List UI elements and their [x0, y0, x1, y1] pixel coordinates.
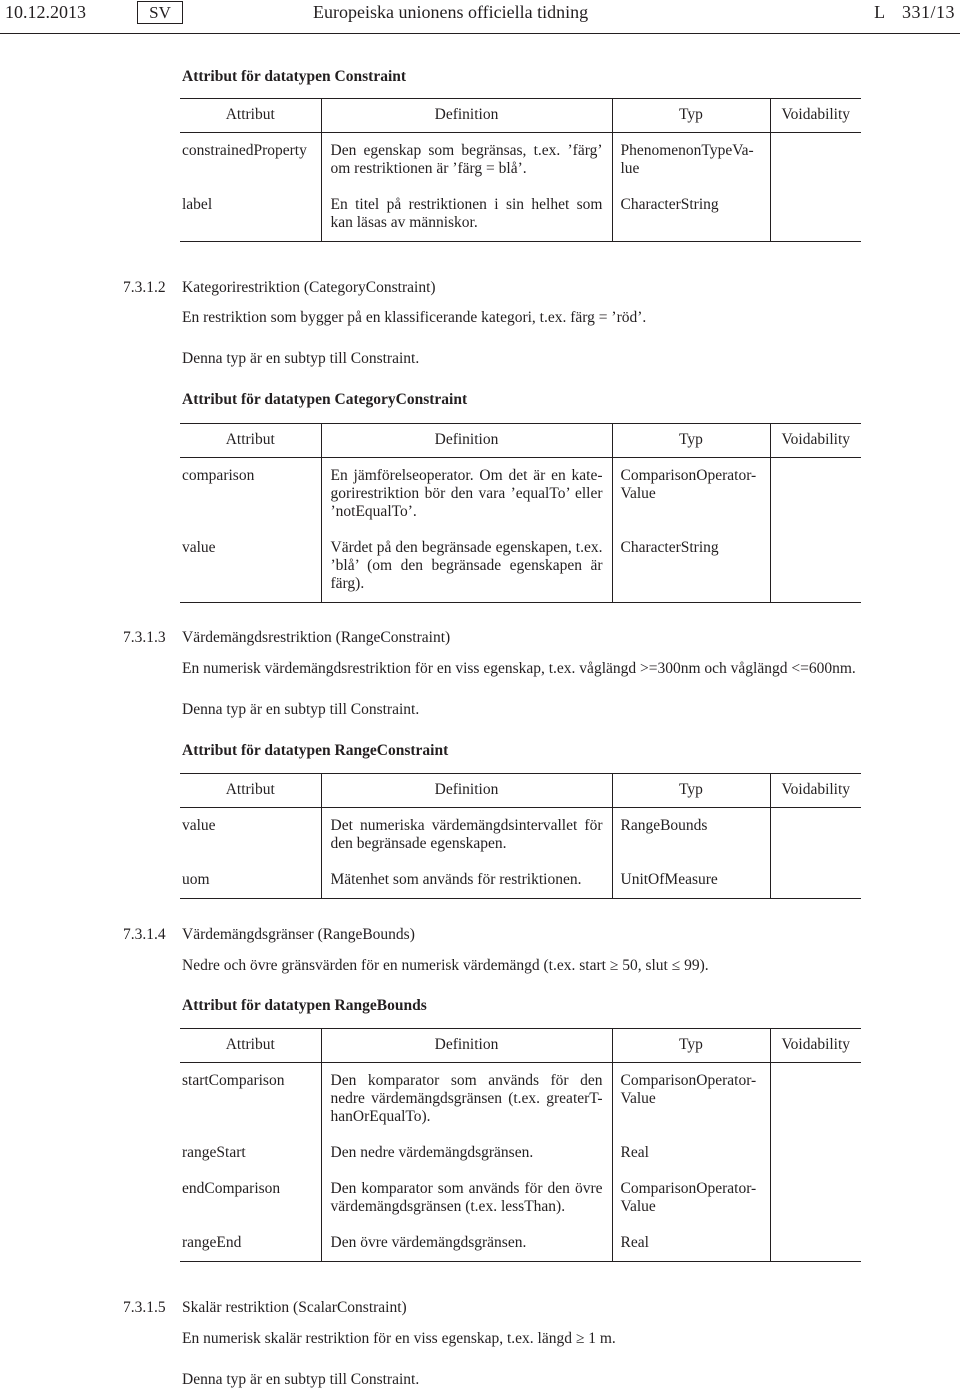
attribute-name-cell	[180, 862, 321, 899]
column-header-type: Typ	[612, 1029, 770, 1063]
paragraph: En restriktion som bygger på en klassificerande kategori, t.ex. färg = ’röd’.	[182, 309, 647, 326]
definition-cell	[321, 133, 612, 188]
type-line: PhenomenonTypeVa-	[620, 142, 754, 159]
attribute-name-cell	[180, 458, 321, 531]
language-code-box: SV	[137, 1, 183, 24]
paragraph: En numerisk skalär restriktion för en viss egenskap, t.ex. längd ≥ 1 m.	[182, 1330, 616, 1347]
publication-date: 10.12.2013	[5, 2, 86, 22]
definition-cell	[321, 1225, 612, 1262]
table-row	[180, 187, 861, 242]
definition-line: Värdet på den begränsade egenskapen, t.ex.	[330, 539, 603, 556]
definition-line: gorirestriktion bör den vara ’equalTo’ eller	[330, 485, 603, 502]
voidability-cell	[770, 1135, 861, 1171]
table-row	[180, 530, 861, 603]
section-title: Värdemängdsgränser (RangeBounds)	[182, 926, 415, 943]
type-line: UnitOfMeasure	[620, 871, 718, 888]
attribute-name: startComparison	[182, 1072, 285, 1089]
table-row	[180, 133, 861, 188]
attribute-name: constrainedProperty	[182, 142, 307, 159]
voidability-cell	[770, 1063, 861, 1136]
type-line: Value	[620, 1090, 656, 1107]
voidability-cell	[770, 458, 861, 531]
column-header-definition: Definition	[321, 1029, 612, 1063]
attribute-name: rangeStart	[182, 1144, 246, 1161]
column-header-attribute: Attribut	[180, 424, 321, 458]
attribute-name: value	[182, 817, 216, 834]
column-header-voidability: Voidability	[770, 424, 861, 458]
column-header-voidability: Voidability	[770, 1029, 861, 1063]
type-line: ComparisonOperator-	[620, 1180, 757, 1197]
definition-line: ’notEqualTo’.	[330, 503, 417, 520]
voidability-cell	[770, 1225, 861, 1262]
section-number: 7.3.1.5	[123, 1299, 166, 1316]
column-header-type: Typ	[612, 424, 770, 458]
type-cell	[612, 530, 770, 603]
definition-cell	[321, 458, 612, 531]
table-row	[180, 458, 861, 531]
table-caption: Attribut för datatypen CategoryConstraint	[182, 391, 468, 408]
voidability-cell	[770, 808, 861, 863]
voidability-cell	[770, 1171, 861, 1225]
voidability-cell	[770, 187, 861, 242]
table-row	[180, 862, 861, 899]
attribute-name-cell	[180, 1135, 321, 1171]
definition-cell	[321, 187, 612, 242]
table-header-row	[180, 424, 861, 458]
column-header-definition: Definition	[321, 424, 612, 458]
type-line: Real	[620, 1234, 649, 1251]
definition-cell	[321, 530, 612, 603]
attribute-name-cell	[180, 187, 321, 242]
table-caption: Attribut för datatypen Constraint	[182, 68, 407, 85]
definition-line: ’blå’ (om den begränsade egenskapen är	[330, 557, 603, 574]
definition-line: kan läsas av människor.	[330, 214, 478, 231]
definition-cell	[321, 1135, 612, 1171]
attribute-name: uom	[182, 871, 210, 888]
type-line: CharacterString	[620, 539, 719, 556]
definition-line: En titel på restriktionen i sin helhet som	[330, 196, 603, 213]
definition-line: nedre värdemängdsgränsen (t.ex. greaterT-	[330, 1090, 603, 1107]
attribute-name-cell	[180, 1063, 321, 1136]
column-header-voidability: Voidability	[770, 774, 861, 808]
section-title: Värdemängdsrestriktion (RangeConstraint)	[182, 629, 451, 646]
table-row	[180, 1225, 861, 1262]
attribute-name: comparison	[182, 467, 255, 484]
attribute-name-cell	[180, 530, 321, 603]
journal-title: Europeiska unionens officiella tidning	[313, 2, 589, 22]
definition-line: Den övre värdemängdsgränsen.	[330, 1234, 527, 1251]
definition-line: Den egenskap som begränsas, t.ex. ’färg’	[330, 142, 603, 159]
range-constraint-attribute-table	[180, 773, 861, 899]
definition-cell	[321, 808, 612, 863]
section-title: Skalär restriktion (ScalarConstraint)	[182, 1299, 407, 1316]
definition-line: Den nedre värdemängdsgränsen.	[330, 1144, 534, 1161]
type-line: Value	[620, 1198, 656, 1215]
table-caption: Attribut för datatypen RangeConstraint	[182, 742, 449, 759]
range-bounds-attribute-table	[180, 1028, 861, 1262]
voidability-cell	[770, 862, 861, 899]
column-header-type: Typ	[612, 774, 770, 808]
table-row	[180, 1135, 861, 1171]
column-header-voidability: Voidability	[770, 99, 861, 133]
paragraph: Nedre och övre gränsvärden för en numerisk värdemängd (t.ex. start ≥ 50, slut ≤ 99).	[182, 957, 709, 974]
definition-line: den begränsade egenskapen.	[330, 835, 507, 852]
voidability-cell	[770, 133, 861, 188]
section-title: Kategorirestriktion (CategoryConstraint)	[182, 279, 436, 296]
paragraph: Denna typ är en subtyp till Constraint.	[182, 350, 420, 367]
voidability-cell	[770, 530, 861, 603]
type-cell	[612, 1225, 770, 1262]
table-row	[180, 808, 861, 863]
type-line: ComparisonOperator-	[620, 467, 757, 484]
definition-line: Den komparator som används för den övre	[330, 1180, 603, 1197]
issue-page-reference: L 331/13	[874, 2, 955, 22]
type-cell	[612, 187, 770, 242]
column-header-attribute: Attribut	[180, 1029, 321, 1063]
definition-line: En jämförelseoperator. Om det är en kate-	[330, 467, 603, 484]
table-header-row	[180, 1029, 861, 1063]
attribute-name-cell	[180, 1171, 321, 1225]
type-cell	[612, 1171, 770, 1225]
type-line: lue	[620, 160, 640, 177]
type-cell	[612, 808, 770, 863]
definition-cell	[321, 862, 612, 899]
attribute-name-cell	[180, 1225, 321, 1262]
type-cell	[612, 1135, 770, 1171]
table-row	[180, 1063, 861, 1136]
table-row	[180, 1171, 861, 1225]
type-line: RangeBounds	[620, 817, 708, 834]
attribute-name-cell	[180, 133, 321, 188]
column-header-attribute: Attribut	[180, 99, 321, 133]
definition-line: hanOrEqualTo).	[330, 1108, 431, 1125]
type-cell	[612, 862, 770, 899]
definition-line: om restriktionen är ’färg = blå’.	[330, 160, 527, 177]
table-header-row	[180, 99, 861, 133]
definition-line: Den komparator som används för den	[330, 1072, 603, 1089]
definition-cell	[321, 1171, 612, 1225]
table-header-row	[180, 774, 861, 808]
paragraph: En numerisk värdemängdsrestriktion för en viss egenskap, t.ex. våglängd >=300nm och våglängd <=600nm.	[182, 660, 856, 677]
column-header-type: Typ	[612, 99, 770, 133]
attribute-name: rangeEnd	[182, 1234, 242, 1251]
section-number: 7.3.1.2	[123, 279, 166, 296]
column-header-attribute: Attribut	[180, 774, 321, 808]
section-number: 7.3.1.3	[123, 629, 166, 646]
constraint-attribute-table	[180, 98, 861, 242]
type-line: ComparisonOperator-	[620, 1072, 757, 1089]
definition-cell	[321, 1063, 612, 1136]
type-cell	[612, 458, 770, 531]
attribute-name: label	[182, 196, 213, 213]
type-cell	[612, 133, 770, 188]
type-line: Value	[620, 485, 656, 502]
table-caption: Attribut för datatypen RangeBounds	[182, 997, 427, 1014]
type-cell	[612, 1063, 770, 1136]
attribute-name: endComparison	[182, 1180, 281, 1197]
column-header-definition: Definition	[321, 774, 612, 808]
definition-line: Mätenhet som används för restriktionen.	[330, 871, 582, 888]
header-divider	[0, 33, 960, 34]
type-line: Real	[620, 1144, 649, 1161]
type-line: CharacterString	[620, 196, 719, 213]
definition-line: värdemängdsgränsen (t.ex. lessThan).	[330, 1198, 566, 1215]
definition-line: Det numeriska värdemängdsintervallet för	[330, 817, 603, 834]
column-header-definition: Definition	[321, 99, 612, 133]
section-number: 7.3.1.4	[123, 926, 166, 943]
definition-line: färg).	[330, 575, 365, 592]
paragraph: Denna typ är en subtyp till Constraint.	[182, 1371, 420, 1388]
category-constraint-attribute-table	[180, 423, 861, 603]
paragraph: Denna typ är en subtyp till Constraint.	[182, 701, 420, 718]
attribute-name-cell	[180, 808, 321, 863]
attribute-name: value	[182, 539, 216, 556]
